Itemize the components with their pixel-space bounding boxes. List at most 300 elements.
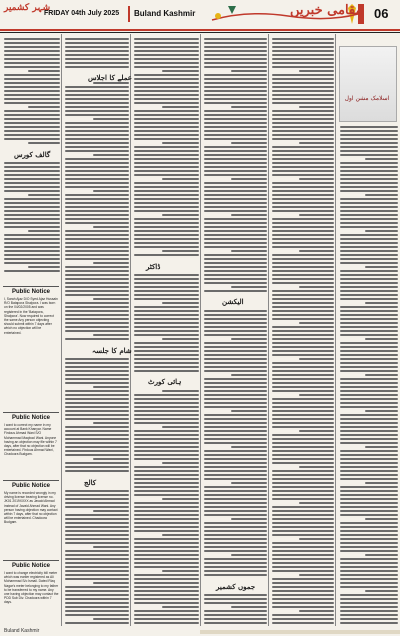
text-line — [340, 514, 398, 516]
text-line — [134, 558, 199, 560]
text-line — [272, 554, 334, 556]
text-line — [134, 402, 199, 404]
text-line — [272, 598, 334, 600]
text-line — [204, 218, 267, 220]
text-line — [204, 110, 267, 112]
text-line — [204, 618, 267, 620]
text-line — [134, 134, 199, 136]
text-line — [65, 274, 129, 276]
text-line — [340, 314, 398, 316]
text-line — [272, 490, 334, 492]
text-line — [65, 294, 129, 296]
text-line — [134, 162, 199, 164]
text-line — [299, 214, 334, 216]
text-line — [340, 206, 398, 208]
text-line — [272, 450, 334, 452]
text-line — [65, 126, 129, 128]
text-line — [299, 178, 334, 180]
text-line — [204, 126, 267, 128]
text-line — [65, 570, 129, 572]
text-line — [340, 434, 398, 436]
text-line — [204, 114, 267, 116]
text-line — [340, 454, 398, 456]
public-notice — [3, 560, 59, 627]
text-line — [4, 138, 60, 140]
text-line — [272, 398, 334, 400]
text-line — [134, 114, 199, 116]
text-line — [65, 586, 129, 588]
text-line — [134, 490, 199, 492]
text-line — [134, 366, 199, 368]
text-line — [134, 150, 199, 152]
text-line — [65, 278, 129, 280]
text-line — [134, 62, 199, 64]
text-line — [340, 606, 398, 608]
text-line — [340, 322, 398, 324]
text-line — [4, 130, 60, 132]
article-headline: جموں کشمیر — [216, 582, 256, 591]
text-line — [162, 534, 199, 536]
text-line — [134, 58, 199, 60]
text-line — [65, 178, 129, 180]
text-line — [162, 250, 199, 252]
page-number: 06 — [374, 6, 389, 21]
text-line — [65, 326, 129, 328]
text-line — [65, 142, 129, 144]
text-line — [340, 430, 398, 432]
text-line — [340, 362, 398, 364]
text-line — [272, 166, 334, 168]
text-line — [204, 526, 267, 528]
text-line — [134, 50, 199, 52]
text-line — [134, 194, 199, 196]
text-line — [4, 186, 60, 188]
text-line — [65, 338, 129, 340]
text-line — [65, 562, 129, 564]
text-line — [204, 234, 267, 236]
text-line — [4, 50, 60, 52]
text-line — [134, 202, 199, 204]
text-line — [272, 158, 334, 160]
text-line — [134, 182, 199, 184]
text-line — [340, 502, 398, 504]
text-line — [231, 374, 267, 376]
text-line — [365, 554, 398, 556]
text-line — [272, 50, 334, 52]
text-line — [204, 622, 267, 624]
text-line — [134, 102, 199, 104]
article-headline: شام کا جلسہ — [92, 346, 132, 355]
text-line — [365, 590, 398, 592]
text-line — [272, 302, 334, 304]
text-line — [272, 42, 334, 44]
text-line — [204, 502, 267, 504]
text-line — [204, 258, 267, 260]
text-line — [65, 282, 129, 284]
text-line — [65, 234, 129, 236]
text-line — [204, 478, 267, 480]
text-line — [204, 322, 267, 324]
masthead-rule — [0, 29, 400, 31]
text-line — [134, 538, 199, 540]
text-line — [4, 62, 60, 64]
text-line — [340, 138, 398, 140]
text-line — [134, 310, 199, 312]
text-line — [4, 102, 60, 104]
text-line — [272, 434, 334, 436]
text-line — [204, 614, 267, 616]
bottom-color-strip — [0, 628, 400, 636]
text-line — [93, 226, 129, 228]
text-line — [340, 566, 398, 568]
text-line — [65, 414, 129, 416]
text-line — [204, 466, 267, 468]
text-line — [65, 90, 129, 92]
text-line — [204, 86, 267, 88]
text-line — [4, 90, 60, 92]
text-line — [272, 218, 334, 220]
text-line — [204, 434, 267, 436]
text-line — [93, 262, 129, 264]
text-line — [4, 166, 60, 168]
text-line — [134, 354, 199, 356]
text-line — [340, 258, 398, 260]
text-line — [134, 334, 199, 336]
text-line — [65, 402, 129, 404]
text-line — [365, 374, 398, 376]
text-line — [65, 222, 129, 224]
text-line — [93, 386, 129, 388]
text-line — [340, 586, 398, 588]
text-line — [65, 314, 129, 316]
text-line — [272, 438, 334, 440]
text-line — [272, 474, 334, 476]
text-line — [340, 342, 398, 344]
text-line — [162, 106, 199, 108]
text-line — [134, 434, 199, 436]
text-line — [65, 270, 129, 272]
text-line — [272, 542, 334, 544]
text-line — [204, 134, 267, 136]
text-line — [134, 566, 199, 568]
text-line — [4, 258, 60, 260]
text-line — [272, 234, 334, 236]
text-line — [272, 446, 334, 448]
text-line — [65, 114, 129, 116]
text-line — [204, 422, 267, 424]
text-line — [134, 126, 199, 128]
text-line — [134, 282, 199, 284]
text-line — [134, 530, 199, 532]
public-notice-text: I want to correct my name in my account at Bank Khanyar. Name Firdous Ahmad Wani S/O Mohammad Maqbool Wani. Anyone having an objection may file within 7 days, after that no objection will be entertained. Firdous Ahmad Wani, Chadoora Budgam. — [4, 423, 57, 457]
text-line — [204, 102, 267, 104]
text-line — [340, 382, 398, 384]
text-line — [204, 510, 267, 512]
text-line — [272, 130, 334, 132]
text-line — [299, 250, 334, 252]
text-line — [65, 158, 129, 160]
column-divider — [268, 34, 269, 626]
text-line — [134, 230, 199, 232]
text-line — [28, 266, 60, 268]
text-line — [340, 274, 398, 276]
text-line — [162, 214, 199, 216]
text-line — [204, 226, 267, 228]
text-line — [134, 38, 199, 40]
text-line — [204, 430, 267, 432]
text-line — [65, 174, 129, 176]
text-line — [340, 190, 398, 192]
text-line — [340, 534, 398, 536]
text-line — [65, 554, 129, 556]
text-line — [162, 338, 199, 340]
text-line — [272, 114, 334, 116]
text-line — [340, 358, 398, 360]
text-line — [340, 134, 398, 136]
text-line — [340, 466, 398, 468]
text-line — [204, 158, 267, 160]
text-line — [204, 146, 267, 148]
text-line — [272, 498, 334, 500]
text-line — [272, 426, 334, 428]
text-line — [65, 406, 129, 408]
text-line — [340, 598, 398, 600]
text-line — [65, 38, 129, 40]
text-line — [65, 170, 129, 172]
text-line — [65, 46, 129, 48]
text-line — [299, 394, 334, 396]
text-line — [204, 506, 267, 508]
text-line — [134, 574, 199, 576]
text-line — [340, 346, 398, 348]
text-line — [204, 366, 267, 368]
text-line — [340, 298, 398, 300]
text-line — [365, 194, 398, 196]
text-line — [340, 326, 398, 328]
text-line — [340, 570, 398, 572]
text-line — [65, 614, 129, 616]
text-line — [134, 318, 199, 320]
text-line — [134, 242, 199, 244]
text-line — [4, 254, 60, 256]
text-line — [204, 262, 267, 264]
text-line — [204, 310, 267, 312]
text-line — [4, 126, 60, 128]
text-line — [134, 198, 199, 200]
text-line — [93, 510, 129, 512]
text-line — [340, 170, 398, 172]
text-line — [204, 334, 267, 336]
text-line — [365, 482, 398, 484]
text-line — [272, 258, 334, 260]
text-line — [272, 570, 334, 572]
article-headline: گالف کورس — [14, 150, 51, 159]
text-line — [272, 622, 334, 624]
text-line — [299, 502, 334, 504]
text-line — [299, 70, 334, 72]
text-line — [272, 310, 334, 312]
text-line — [272, 38, 334, 40]
text-line — [272, 186, 334, 188]
text-line — [134, 546, 199, 548]
text-line — [272, 406, 334, 408]
text-line — [204, 470, 267, 472]
text-line — [340, 290, 398, 292]
issue-date-text: 04th July 2025 — [71, 10, 120, 17]
text-line — [272, 78, 334, 80]
text-line — [28, 194, 60, 196]
text-line — [340, 526, 398, 528]
text-line — [272, 298, 334, 300]
text-line — [204, 438, 267, 440]
text-line — [340, 530, 398, 532]
text-line — [65, 470, 129, 472]
text-line — [272, 46, 334, 48]
text-line — [340, 202, 398, 204]
text-line — [134, 186, 199, 188]
text-line — [65, 542, 129, 544]
text-line — [340, 546, 398, 548]
text-line — [231, 70, 267, 72]
text-line — [204, 46, 267, 48]
text-line — [272, 422, 334, 424]
text-line — [134, 118, 199, 120]
text-line — [65, 66, 129, 68]
text-line — [204, 550, 267, 552]
text-line — [4, 170, 60, 172]
text-line — [134, 438, 199, 440]
text-line — [134, 502, 199, 504]
text-line — [340, 390, 398, 392]
text-line — [4, 190, 60, 192]
text-line — [204, 514, 267, 516]
article-headline: کالج — [84, 478, 97, 487]
text-line — [204, 254, 267, 256]
text-line — [65, 514, 129, 516]
masthead — [0, 0, 400, 30]
text-line — [340, 130, 398, 132]
text-line — [204, 346, 267, 348]
text-line — [65, 318, 129, 320]
text-line — [340, 622, 398, 624]
text-line — [340, 474, 398, 476]
text-line — [340, 562, 398, 564]
text-line — [204, 98, 267, 100]
text-line — [204, 94, 267, 96]
text-line — [272, 582, 334, 584]
text-line — [65, 106, 129, 108]
text-line — [93, 618, 129, 620]
text-line — [299, 430, 334, 432]
text-line — [65, 290, 129, 292]
text-line — [65, 206, 129, 208]
text-line — [65, 286, 129, 288]
text-line — [340, 238, 398, 240]
text-line — [134, 410, 199, 412]
text-line — [134, 314, 199, 316]
text-line — [204, 398, 267, 400]
text-line — [204, 246, 267, 248]
text-line — [204, 494, 267, 496]
text-line — [134, 190, 199, 192]
text-line — [272, 586, 334, 588]
text-line — [340, 214, 398, 216]
text-line — [340, 478, 398, 480]
text-line — [299, 574, 334, 576]
text-line — [134, 170, 199, 172]
text-line — [272, 534, 334, 536]
text-line — [272, 402, 334, 404]
text-line — [272, 414, 334, 416]
text-line — [340, 458, 398, 460]
text-line — [204, 610, 267, 612]
text-line — [65, 398, 129, 400]
photo-caption: اسلامک مشن اول — [344, 95, 390, 102]
text-line — [204, 270, 267, 272]
text-line — [340, 182, 398, 184]
text-line — [204, 350, 267, 352]
text-line — [4, 42, 60, 44]
text-line — [204, 194, 267, 196]
text-line — [65, 210, 129, 212]
article-column-5 — [270, 36, 334, 626]
text-line — [340, 594, 398, 596]
text-line — [340, 310, 398, 312]
text-line — [204, 38, 267, 40]
text-line — [272, 522, 334, 524]
text-line — [4, 46, 60, 48]
text-line — [340, 578, 398, 580]
text-line — [272, 506, 334, 508]
text-line — [340, 506, 398, 508]
text-line — [65, 374, 129, 376]
text-line — [65, 146, 129, 148]
text-line — [134, 474, 199, 476]
text-line — [134, 290, 199, 292]
text-line — [272, 550, 334, 552]
text-line — [272, 362, 334, 364]
text-line — [134, 518, 199, 520]
text-line — [272, 162, 334, 164]
text-line — [231, 250, 267, 252]
text-line — [93, 458, 129, 460]
text-line — [65, 526, 129, 528]
text-line — [65, 94, 129, 96]
text-line — [340, 442, 398, 444]
text-line — [204, 54, 267, 56]
footer-text: Buland Kashmir — [4, 628, 40, 634]
text-line — [340, 286, 398, 288]
text-line — [204, 90, 267, 92]
text-line — [65, 238, 129, 240]
text-line — [134, 618, 199, 620]
text-line — [65, 58, 129, 60]
text-line — [204, 566, 267, 568]
text-line — [272, 350, 334, 352]
text-line — [134, 110, 199, 112]
text-line — [340, 490, 398, 492]
text-line — [340, 522, 398, 524]
article-headline: ہائی کورٹ — [148, 377, 182, 386]
text-line — [272, 562, 334, 564]
text-line — [65, 566, 129, 568]
text-line — [4, 94, 60, 96]
text-line — [4, 66, 60, 68]
text-line — [65, 218, 129, 220]
text-line — [65, 502, 129, 504]
text-line — [272, 546, 334, 548]
text-line — [134, 602, 199, 604]
